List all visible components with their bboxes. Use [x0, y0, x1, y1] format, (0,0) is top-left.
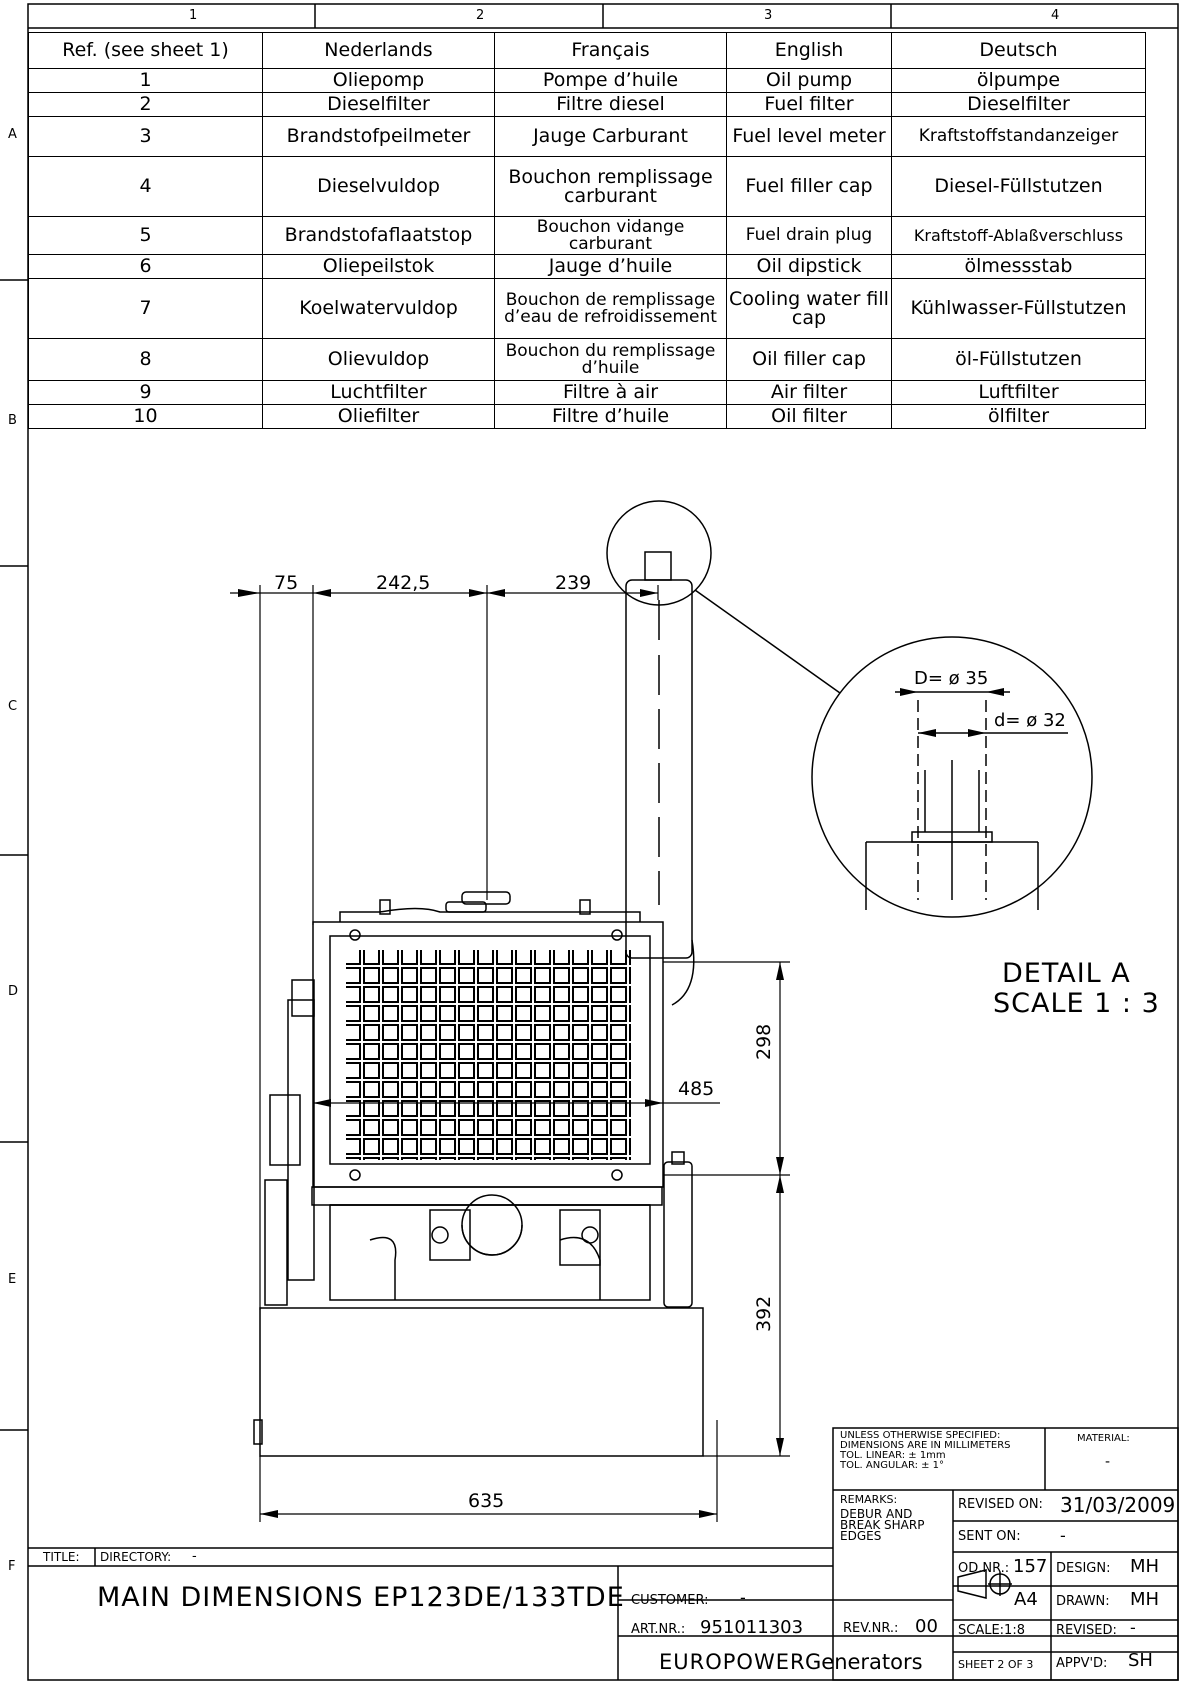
zone-row-c: C [8, 699, 18, 714]
od-value: 157 [1013, 1556, 1048, 1577]
cell-en: Fuel filler cap [727, 157, 892, 217]
detail-inner-diameter: d= ø 32 [994, 710, 1066, 731]
cell-ref: 1 [29, 69, 263, 93]
dim-635: 635 [468, 1490, 505, 1512]
detail-outer-diameter: D= ø 35 [914, 668, 989, 689]
header-ref: Ref. (see sheet 1) [29, 33, 263, 69]
air-filter [664, 1162, 692, 1307]
dim-239: 239 [555, 572, 592, 594]
customer-label: CUSTOMER: [631, 1593, 709, 1608]
cell-nl: Oliefilter [263, 405, 495, 429]
detail-scale: SCALE 1 : 3 [993, 988, 1160, 1019]
cell-en: Oil filter [727, 405, 892, 429]
header-nl: Nederlands [263, 33, 495, 69]
cell-nl: Oliepomp [263, 69, 495, 93]
material-label: MATERIAL: [1077, 1433, 1130, 1444]
header-fr: Français [495, 33, 727, 69]
dim-392: 392 [753, 1295, 775, 1332]
title-label: TITLE: [43, 1550, 80, 1564]
cell-fr: Filtre diesel [495, 93, 727, 117]
note-line: TOL. LINEAR: ± 1mm [840, 1450, 946, 1461]
header-de: Deutsch [892, 33, 1146, 69]
revised-label: REVISED: [1056, 1623, 1117, 1638]
cell-en: Fuel drain plug [727, 217, 892, 255]
drawn-label: DRAWN: [1056, 1594, 1110, 1609]
rev-nr-value: 00 [915, 1616, 938, 1637]
appvd-value: SH [1128, 1650, 1153, 1671]
cell-fr: Bouchon vidange carburant [495, 217, 727, 255]
od-label: OD.NR.: [958, 1561, 1010, 1576]
cell-nl: Luchtfilter [263, 381, 495, 405]
cell-ref: 2 [29, 93, 263, 117]
drawn-value: MH [1130, 1589, 1160, 1610]
detail-a-marker [607, 501, 711, 605]
company-name: EUROPOWER [659, 1650, 806, 1674]
cell-ref: 9 [29, 381, 263, 405]
revised-on-label: REVISED ON: [958, 1497, 1043, 1512]
remarks-text: DEBUR AND BREAK SHARP EDGES [840, 1507, 925, 1543]
drawing-title: MAIN DIMENSIONS EP123DE/133TDE [97, 1582, 625, 1613]
revised-value: - [1130, 1618, 1136, 1637]
cell-fr: Pompe d’huile [495, 69, 727, 93]
dim-75: 75 [274, 572, 299, 594]
note-line: DIMENSIONS ARE IN MILLIMETERS [840, 1440, 1011, 1451]
cell-de: öl-Füllstutzen [892, 339, 1146, 381]
zone-row-a: A [8, 127, 17, 142]
cell-de: ölmessstab [892, 255, 1146, 279]
cell-de: Dieselfilter [892, 93, 1146, 117]
zone-col-2: 2 [476, 8, 485, 23]
customer-value: - [740, 1588, 746, 1607]
rev-nr-label: REV.NR.: [843, 1621, 899, 1636]
cell-fr: Filtre d’huile [495, 405, 727, 429]
sent-on-label: SENT ON: [958, 1529, 1021, 1544]
revised-on-value: 31/03/2009 [1060, 1493, 1176, 1517]
directory-label: DIRECTORY: [100, 1550, 172, 1564]
cell-fr: Bouchon de remplissage d’eau de refroidissement [495, 279, 727, 339]
cell-en: Fuel filter [727, 93, 892, 117]
note-line: TOL. ANGULAR: ± 1° [840, 1460, 945, 1471]
cell-en: Oil dipstick [727, 255, 892, 279]
exhaust-outlet [645, 552, 671, 580]
cell-en: Fuel level meter [727, 117, 892, 157]
cell-ref: 6 [29, 255, 263, 279]
detail-title: DETAIL A [1002, 958, 1131, 989]
cell-ref: 3 [29, 117, 263, 157]
cell-en: Oil filler cap [727, 339, 892, 381]
cell-de: Kraftstoff-Ablaßverschluss [892, 217, 1146, 255]
cell-fr: Bouchon du remplissage d’huile [495, 339, 727, 381]
cell-de: Diesel-Füllstutzen [892, 157, 1146, 217]
cell-nl: Brandstofaflaatstop [263, 217, 495, 255]
cell-nl: Olievuldop [263, 339, 495, 381]
cell-ref: 4 [29, 157, 263, 217]
remarks-label: REMARKS: [840, 1493, 898, 1506]
cell-fr: Bouchon remplissage carburant [495, 157, 727, 217]
design-value: MH [1130, 1556, 1160, 1577]
cell-nl: Oliepeilstok [263, 255, 495, 279]
cell-fr: Jauge Carburant [495, 117, 727, 157]
cell-en: Cooling water fill cap [727, 279, 892, 339]
cell-nl: Koelwatervuldop [263, 279, 495, 339]
cell-de: Kühlwasser-Füllstutzen [892, 279, 1146, 339]
engine-block [330, 1205, 650, 1300]
side-unit [288, 1000, 314, 1280]
note-line: UNLESS OTHERWISE SPECIFIED: [840, 1430, 1001, 1441]
appvd-label: APPV'D: [1056, 1656, 1108, 1671]
cell-nl: Dieselvuldop [263, 157, 495, 217]
zone-row-d: D [8, 984, 19, 999]
zone-col-4: 4 [1051, 8, 1060, 23]
cell-fr: Filtre à air [495, 381, 727, 405]
dim-485: 485 [678, 1078, 715, 1100]
cell-ref: 5 [29, 217, 263, 255]
zone-col-1: 1 [189, 8, 198, 23]
cell-de: ölfilter [892, 405, 1146, 429]
directory-value: - [192, 1549, 197, 1564]
zone-row-e: E [8, 1272, 17, 1287]
zone-col-3: 3 [764, 8, 773, 23]
cell-ref: 10 [29, 405, 263, 429]
cell-de: Kraftstoffstandanzeiger [892, 117, 1146, 157]
cell-fr: Jauge d’huile [495, 255, 727, 279]
base-frame [260, 1308, 703, 1456]
cell-nl: Brandstofpeilmeter [263, 117, 495, 157]
zone-row-b: B [8, 413, 17, 428]
company-suffix: Generators [805, 1650, 923, 1674]
material-value: - [1105, 1454, 1111, 1470]
design-label: DESIGN: [1056, 1561, 1111, 1576]
header-en: English [727, 33, 892, 69]
cell-nl: Dieselfilter [263, 93, 495, 117]
cell-ref: 8 [29, 339, 263, 381]
art-nr-label: ART.NR.: [631, 1622, 686, 1637]
cell-de: ölpumpe [892, 69, 1146, 93]
cell-ref: 7 [29, 279, 263, 339]
art-nr-value: 951011303 [700, 1617, 804, 1638]
radiator-grille [346, 950, 631, 1160]
sent-on-value: - [1060, 1526, 1066, 1545]
zone-row-f: F [8, 1559, 16, 1574]
cell-en: Oil pump [727, 69, 892, 93]
dim-298: 298 [753, 1023, 775, 1060]
scale-label: SCALE:1:8 [958, 1623, 1025, 1638]
dim-242-5: 242,5 [376, 572, 431, 594]
cell-de: Luftfilter [892, 381, 1146, 405]
sheet-format: A4 [1014, 1589, 1038, 1610]
cell-en: Air filter [727, 381, 892, 405]
tolerance-notes [840, 1431, 1045, 1471]
sheet-label: SHEET 2 OF 3 [958, 1658, 1034, 1671]
